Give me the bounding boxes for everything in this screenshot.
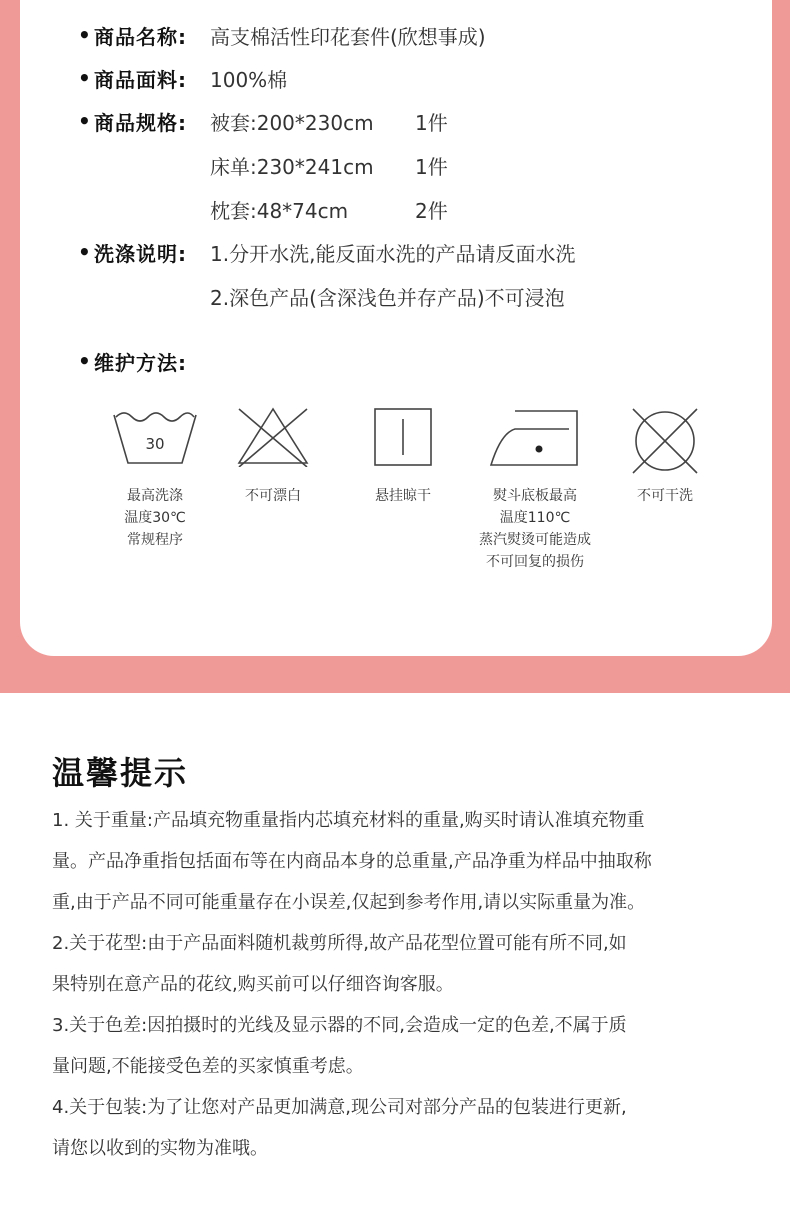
- wash-30-icon: [110, 405, 200, 467]
- bullet: •: [78, 23, 91, 47]
- tips-line: 重,由于产品不同可能重量存在小误差,仅起到参考作用,请以实际重量为准。: [52, 892, 646, 913]
- caption-line: 常规程序: [127, 532, 183, 548]
- bullet: •: [78, 240, 91, 264]
- tips-line: 3.关于色差:因拍摄时的光线及显示器的不同,会造成一定的色差,不属于质: [52, 1015, 627, 1036]
- product-spec-row: [78, 106, 210, 136]
- care-method-label: 维护方法:: [94, 350, 187, 375]
- bullet: •: [78, 349, 91, 373]
- care-item-iron: [470, 405, 600, 573]
- spec-item-qty: 1件: [415, 110, 448, 135]
- product-name-row: [78, 20, 486, 50]
- care-caption: [470, 485, 600, 573]
- wash-instructions-row: [78, 237, 210, 267]
- product-info-card: [20, 0, 772, 656]
- product-name-value: 高支棉活性印花套件(欣想事成): [210, 24, 486, 49]
- tips-body: [52, 800, 752, 1169]
- caption-line: 悬挂晾干: [375, 488, 431, 504]
- caption-line: 温度110℃: [499, 510, 571, 526]
- spec-item-qty: 1件: [415, 154, 448, 179]
- bullet: •: [78, 66, 91, 90]
- care-caption: [338, 485, 468, 507]
- care-method-row: [78, 346, 210, 376]
- tips-line: 量。产品净重指包括面布等在内商品本身的总重量,产品净重为样品中抽取称: [52, 851, 652, 872]
- wash-instructions-label: 洗涤说明:: [94, 241, 187, 266]
- spec-item-duvet: [210, 106, 448, 136]
- no-bleach-icon: [233, 405, 313, 467]
- tips-line: 请您以收到的实物为准哦。: [52, 1138, 268, 1159]
- caption-line: 不可漂白: [245, 488, 301, 504]
- care-item-no-dry-clean: [600, 405, 730, 507]
- spec-item-text: 枕套:48*74cm: [210, 198, 349, 223]
- care-caption: [600, 485, 730, 507]
- care-item-hang-dry: [338, 405, 468, 507]
- tips-line: 量问题,不能接受色差的买家慎重考虑。: [52, 1056, 364, 1077]
- no-dry-clean-icon: [625, 405, 705, 477]
- spec-item-sheet: [210, 150, 448, 180]
- caption-line: 温度30℃: [124, 510, 186, 526]
- care-caption: [90, 485, 220, 551]
- tips-title: 温馨提示: [52, 754, 189, 792]
- spec-item-text: 床单:230*241cm: [210, 154, 374, 179]
- wash-temp-text: 30: [145, 435, 165, 453]
- care-item-no-bleach: [208, 405, 338, 507]
- caption-line: 蒸汽熨烫可能造成: [479, 532, 591, 548]
- spec-item-text: 被套:200*230cm: [210, 110, 374, 135]
- product-spec-label: 商品规格:: [94, 110, 187, 135]
- hang-dry-icon: [363, 405, 443, 467]
- caption-line: 最高洗涤: [127, 488, 183, 504]
- wash-line-2: 2.深色产品(含深浅色并存产品)不可浸泡: [210, 285, 565, 310]
- spec-item-qty: 2件: [415, 198, 448, 223]
- wash-line-1: 1.分开水洗,能反面水洗的产品请反面水洗: [210, 241, 576, 266]
- tips-line: 4.关于包装:为了让您对产品更加满意,现公司对部分产品的包装进行更新,: [52, 1097, 627, 1118]
- product-fabric-row: [78, 63, 287, 93]
- tips-line: 果特别在意产品的花纹,购买前可以仔细咨询客服。: [52, 974, 454, 995]
- caption-line: 熨斗底板最高: [493, 488, 577, 504]
- spec-item-pillowcase: [210, 194, 448, 224]
- bullet: •: [78, 109, 91, 133]
- caption-line: 不可回复的损伤: [486, 554, 584, 570]
- product-name-label: 商品名称:: [94, 24, 187, 49]
- product-fabric-value: 100%棉: [210, 67, 288, 92]
- iron-icon: [485, 405, 585, 467]
- tips-line: 1. 关于重量:产品填充物重量指内芯填充材料的重量,购买时请认准填充物重: [52, 810, 645, 831]
- caption-line: 不可干洗: [637, 488, 693, 504]
- care-caption: [208, 485, 338, 507]
- tips-line: 2.关于花型:由于产品面料随机裁剪所得,故产品花型位置可能有所不同,如: [52, 933, 627, 954]
- care-item-wash: [90, 405, 220, 551]
- product-fabric-label: 商品面料:: [94, 67, 187, 92]
